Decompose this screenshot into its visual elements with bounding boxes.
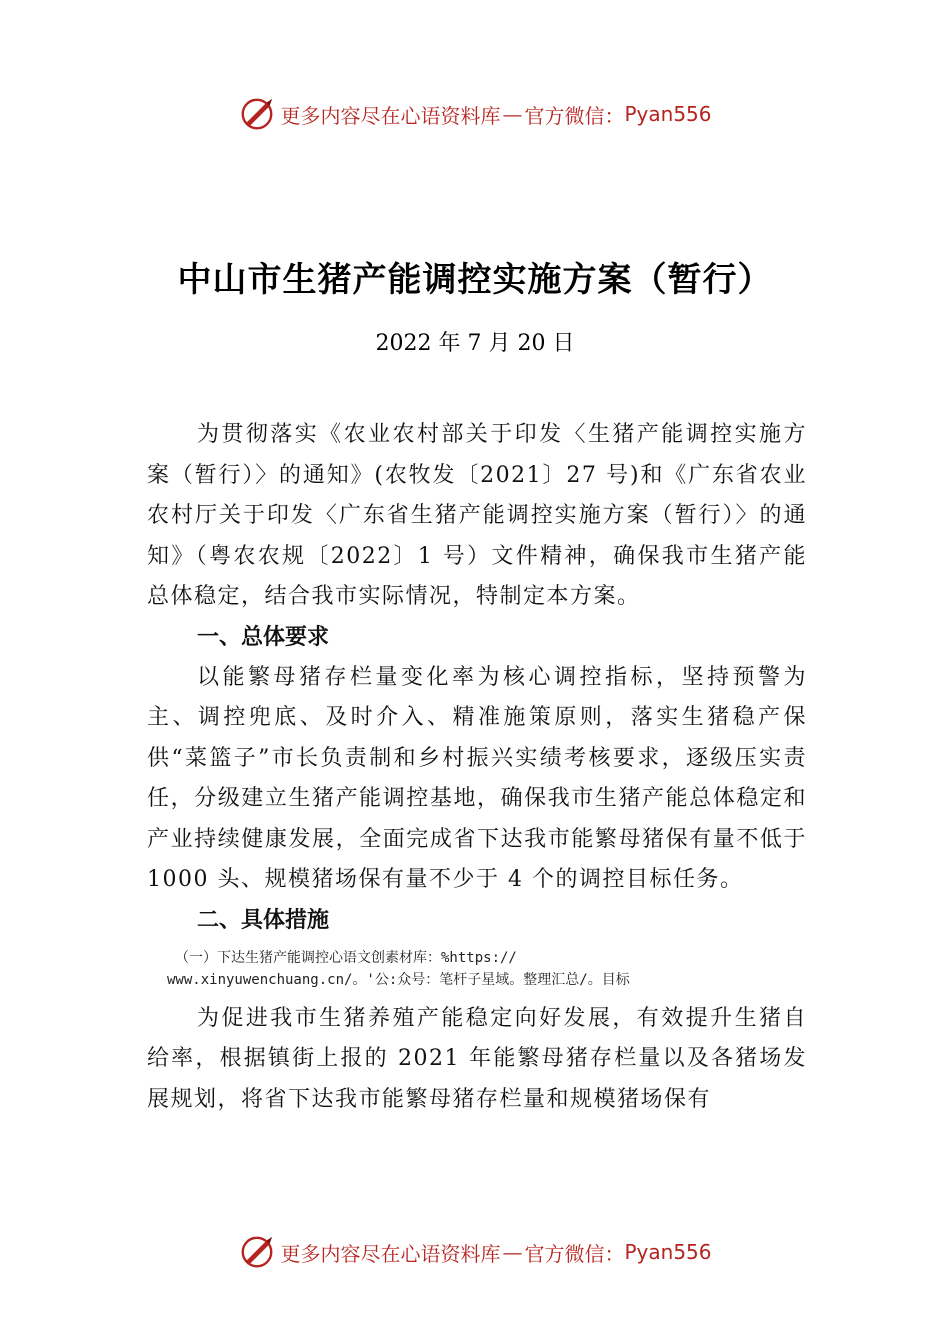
quill-logo-icon	[238, 95, 276, 133]
page-title: 中山市生猪产能调控实施方案（暂行）	[177, 260, 773, 300]
footer-banner	[0, 1230, 950, 1274]
measures-paragraph: 为促进我市生猪养殖产能稳定向好发展，有效提升生猪自给率，根据镇街上报的 2021 年能繁母猪存栏量以及各猪场发展规划，将省下达我市能繁母猪存栏量和规模猪场保有	[147, 1005, 807, 1112]
document-body	[147, 415, 807, 1120]
header-banner	[0, 92, 950, 136]
watermark-note-line2: www.xinyuwenchuang.cn/。'公:众号：笔杆子星域。整理汇总/。目标	[167, 971, 630, 988]
section-heading-measures: 二、具体措施	[197, 907, 330, 933]
banner-text: 更多内容尽在心语资料库	[280, 1241, 501, 1266]
banner-wechat-label: 官方微信：	[524, 103, 625, 128]
banner-text: 更多内容尽在心语资料库	[280, 103, 501, 128]
quill-logo-icon	[238, 1233, 276, 1271]
section-heading-general: 一、总体要求	[197, 624, 330, 650]
banner-wechat-label: 官方微信：	[524, 1241, 625, 1266]
banner-wechat-id: Pyan556	[624, 1240, 712, 1264]
intro-paragraph: 为贯彻落实《农业农村部关于印发〈生猪产能调控实施方案（暂行）〉的通知》(农牧发〔2021〕27 号)和《广东省农业农村厅关于印发〈广东省生猪产能调控实施方案（暂行）〉的通知》（粤农农规〔2022〕1 号）文件精神，确保我市生猪产能总体稳定，结合我市实际情况，特制定本方案。	[147, 422, 807, 609]
watermark-note-line1: （一）下达生猪产能调控心语文创素材库：%https://	[175, 949, 517, 966]
banner-separator: —	[502, 1240, 523, 1264]
watermark-note	[147, 947, 807, 991]
general-requirements-paragraph: 以能繁母猪存栏量变化率为核心调控指标，坚持预警为主、调控兜底、及时介入、精准施策原则，落实生猪稳产保供“菜篮子”市长负责制和乡村振兴实绩考核要求，逐级压实责任，分级建立生猪产能调控基地，确保我市生猪产能总体稳定和产业持续健康发展，全面完成省下达我市能繁母猪保有量不低于 1000 头、规模猪场保有量不少于 4 个的调控目标任务。	[147, 664, 807, 892]
banner-separator: —	[502, 102, 523, 126]
document-date: 2022 年 7 月 20 日	[375, 331, 575, 356]
banner-wechat-id: Pyan556	[624, 102, 712, 126]
